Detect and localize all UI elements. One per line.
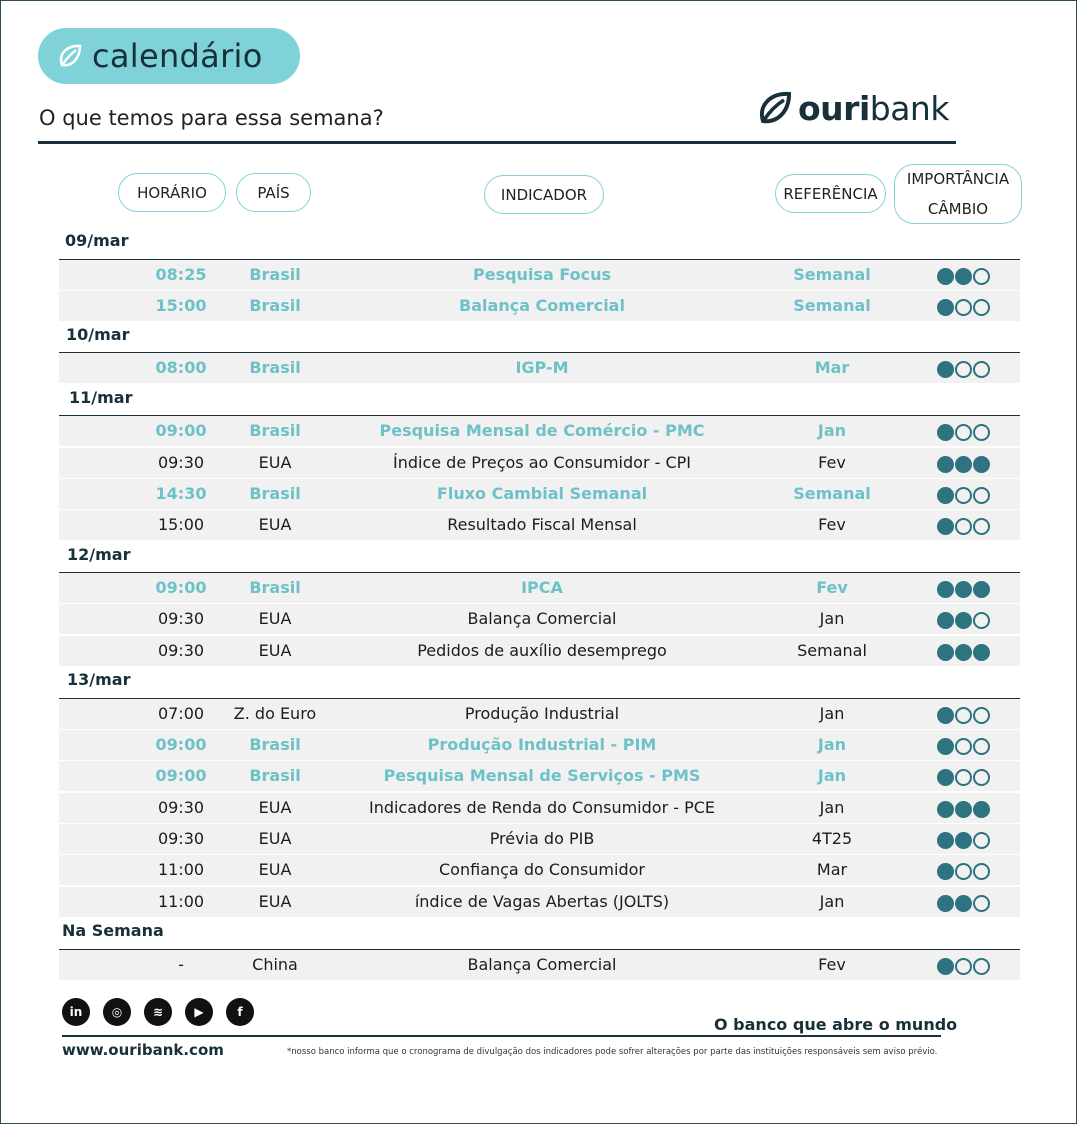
cell-reference: Mar <box>816 860 848 879</box>
importance-dot-filled <box>937 958 954 975</box>
importance-dot-empty <box>973 707 990 724</box>
cell-reference: Jan <box>819 892 845 911</box>
table-row <box>59 416 1020 446</box>
table-row <box>59 353 1020 383</box>
cell-reference: Jan <box>819 704 845 723</box>
cell-country: China <box>252 955 298 974</box>
table-row <box>59 291 1020 321</box>
cell-indicator: IPCA <box>521 578 563 597</box>
importance-dot-empty <box>955 738 972 755</box>
importance-dot-empty <box>973 958 990 975</box>
table-row <box>59 573 1020 603</box>
cell-indicator: Índice de Preços ao Consumidor - CPI <box>392 453 692 472</box>
importance-rating <box>937 895 991 911</box>
cell-country: EUA <box>258 609 292 628</box>
importance-rating <box>937 738 991 754</box>
importance-dot-filled <box>937 644 954 661</box>
column-header-indicator: INDICADOR <box>484 175 604 214</box>
importance-dot-filled <box>955 801 972 818</box>
importance-rating <box>937 769 991 785</box>
cell-indicator: Fluxo Cambial Semanal <box>436 484 648 503</box>
column-header-reference: REFERÊNCIA <box>775 174 886 213</box>
cell-indicator: Prévia do PIB <box>489 829 595 848</box>
youtube-icon[interactable]: ▶ <box>185 998 213 1026</box>
importance-dot-filled <box>937 581 954 598</box>
importance-dot-filled <box>937 268 954 285</box>
table-row <box>59 824 1020 854</box>
importance-rating <box>937 361 991 377</box>
cell-time: 08:00 <box>155 358 207 377</box>
header-divider <box>38 141 956 144</box>
importance-dot-filled <box>937 769 954 786</box>
cell-indicator: IGP-M <box>515 358 569 377</box>
cell-reference: Semanal <box>797 641 867 660</box>
section-date: Na Semana <box>62 921 164 940</box>
cell-country: Brasil <box>249 265 301 284</box>
importance-rating <box>937 424 991 440</box>
importance-dot-filled <box>955 456 972 473</box>
cell-reference: Mar <box>814 358 850 377</box>
importance-dot-filled <box>937 801 954 818</box>
cell-time: 08:25 <box>155 265 207 284</box>
importance-dot-filled <box>955 832 972 849</box>
table-row <box>59 950 1020 980</box>
cell-reference: Semanal <box>793 265 871 284</box>
spotify-icon[interactable]: ≋ <box>144 998 172 1026</box>
importance-dot-filled <box>937 738 954 755</box>
cell-country: EUA <box>258 829 292 848</box>
importance-dot-filled <box>937 832 954 849</box>
importance-dot-empty <box>973 832 990 849</box>
brand-name-light: bank <box>869 88 949 128</box>
facebook-icon[interactable]: f <box>226 998 254 1026</box>
column-header-country: PAÍS <box>236 173 311 212</box>
importance-dot-filled <box>937 456 954 473</box>
leaf-icon <box>54 41 84 71</box>
importance-dot-filled <box>973 801 990 818</box>
footer-divider <box>62 1035 941 1037</box>
importance-dot-empty <box>973 738 990 755</box>
table-row <box>59 479 1020 509</box>
importance-rating <box>937 801 991 817</box>
importance-dot-filled <box>937 612 954 629</box>
cell-reference: Jan <box>819 609 845 628</box>
importance-dot-filled <box>973 456 990 473</box>
table-row <box>59 604 1020 634</box>
importance-dot-filled <box>955 612 972 629</box>
importance-dot-filled <box>937 518 954 535</box>
cell-reference: Fev <box>818 453 846 472</box>
section-date: 10/mar <box>66 325 130 344</box>
cell-time: 11:00 <box>157 892 205 911</box>
importance-rating <box>937 707 991 723</box>
section-date: 12/mar <box>67 545 131 564</box>
table-row <box>59 793 1020 823</box>
importance-rating <box>937 644 991 660</box>
cell-reference: 4T25 <box>811 829 853 848</box>
column-header-time: HORÁRIO <box>118 173 226 212</box>
social-links <box>62 998 267 1026</box>
section-date: 13/mar <box>67 670 131 689</box>
importance-dot-empty <box>973 895 990 912</box>
importance-dot-empty <box>955 361 972 378</box>
cell-time: 09:30 <box>157 453 205 472</box>
importance-dot-filled <box>937 707 954 724</box>
importance-rating <box>937 299 991 315</box>
importance-dot-empty <box>973 424 990 441</box>
importance-dot-empty <box>973 518 990 535</box>
cell-time: 09:30 <box>157 829 205 848</box>
cell-reference: Jan <box>817 735 847 754</box>
cell-indicator: Produção Industrial - PIM <box>427 735 657 754</box>
importance-dot-filled <box>937 361 954 378</box>
table-row <box>59 260 1020 290</box>
importance-dot-filled <box>937 863 954 880</box>
importance-dot-filled <box>937 299 954 316</box>
importance-dot-empty <box>973 268 990 285</box>
cell-time: 09:30 <box>157 609 205 628</box>
brand-leaf-icon <box>756 88 794 128</box>
cell-reference: Semanal <box>793 484 871 503</box>
importance-rating <box>937 518 991 534</box>
cell-country: Brasil <box>249 484 301 503</box>
importance-rating <box>937 487 991 503</box>
cell-time: 15:00 <box>157 515 205 534</box>
importance-dot-empty <box>955 769 972 786</box>
cell-country: EUA <box>258 515 292 534</box>
cell-country: EUA <box>258 453 292 472</box>
cell-indicator: Pedidos de auxílio desemprego <box>417 641 667 660</box>
cell-country: Brasil <box>249 735 301 754</box>
importance-dot-empty <box>955 487 972 504</box>
cell-time: 09:00 <box>155 735 207 754</box>
cell-reference: Jan <box>817 766 847 785</box>
importance-dot-filled <box>937 895 954 912</box>
disclaimer: *nosso banco informa que o cronograma de divulgação dos indicadores pode sofrer alterações por parte das instituições responsáveis sem aviso prévio. <box>287 1047 938 1057</box>
importance-rating <box>937 581 991 597</box>
brand-name-bold: ouri <box>798 88 870 128</box>
cell-indicator: Resultado Fiscal Mensal <box>447 515 637 534</box>
section-date: 09/mar <box>65 231 129 250</box>
instagram-icon[interactable]: ◎ <box>103 998 131 1026</box>
cell-country: Brasil <box>249 578 301 597</box>
cell-country: Z. do Euro <box>233 704 317 723</box>
cell-time: 09:00 <box>155 421 207 440</box>
slogan: O banco que abre o mundo <box>714 1015 958 1034</box>
importance-dot-empty <box>955 707 972 724</box>
importance-dot-filled <box>937 424 954 441</box>
section-date: 11/mar <box>69 388 133 407</box>
importance-rating <box>937 958 991 974</box>
website-link[interactable]: www.ouribank.com <box>62 1041 224 1059</box>
importance-dot-empty <box>955 299 972 316</box>
importance-dot-filled <box>937 487 954 504</box>
importance-dot-empty <box>973 612 990 629</box>
importance-dot-empty <box>973 769 990 786</box>
linkedin-icon[interactable]: in <box>62 998 90 1026</box>
cell-indicator: Balança Comercial <box>467 955 617 974</box>
cell-reference: Jan <box>819 798 845 817</box>
cell-country: Brasil <box>249 421 301 440</box>
table-row <box>59 730 1020 760</box>
cell-time: 11:00 <box>157 860 205 879</box>
importance-dot-empty <box>955 518 972 535</box>
table-row <box>59 761 1020 791</box>
page-subtitle: O que temos para essa semana? <box>39 106 384 130</box>
importance-dot-filled <box>973 644 990 661</box>
importance-dot-filled <box>955 644 972 661</box>
title-pill <box>38 28 300 84</box>
importance-dot-empty <box>973 487 990 504</box>
cell-country: EUA <box>258 641 292 660</box>
cell-time: 09:00 <box>155 578 207 597</box>
cell-indicator: Pesquisa Mensal de Comércio - PMC <box>379 421 705 440</box>
cell-time: - <box>178 955 184 974</box>
importance-dot-filled <box>955 895 972 912</box>
table-row <box>59 887 1020 917</box>
cell-indicator: Indicadores de Renda do Consumidor - PCE <box>368 798 716 817</box>
table-row <box>59 855 1020 885</box>
cell-indicator: Balança Comercial <box>467 609 617 628</box>
importance-header-line1: IMPORTÂNCIA <box>906 170 1010 188</box>
importance-dot-empty <box>955 863 972 880</box>
cell-time: 09:30 <box>157 798 205 817</box>
importance-rating <box>937 832 991 848</box>
importance-dot-empty <box>973 361 990 378</box>
cell-country: EUA <box>258 798 292 817</box>
cell-indicator: índice de Vagas Abertas (JOLTS) <box>414 892 670 911</box>
importance-rating <box>937 456 991 472</box>
importance-header-line2: CÂMBIO <box>927 200 989 218</box>
table-row <box>59 510 1020 540</box>
cell-reference: Fev <box>818 515 846 534</box>
ouribank-logo <box>756 86 949 130</box>
cell-indicator: Produção Industrial <box>464 704 620 723</box>
importance-dot-empty <box>973 863 990 880</box>
page-title: calendário <box>92 37 263 75</box>
importance-dot-empty <box>973 299 990 316</box>
cell-time: 07:00 <box>157 704 205 723</box>
cell-country: Brasil <box>249 296 301 315</box>
importance-dot-empty <box>955 958 972 975</box>
importance-rating <box>937 612 991 628</box>
cell-country: EUA <box>258 860 292 879</box>
cell-reference: Fev <box>818 955 846 974</box>
cell-country: EUA <box>258 892 292 911</box>
importance-dot-filled <box>973 581 990 598</box>
importance-rating <box>937 268 991 284</box>
cell-indicator: Pesquisa Focus <box>473 265 611 284</box>
cell-indicator: Pesquisa Mensal de Serviços - PMS <box>383 766 701 785</box>
table-row <box>59 636 1020 666</box>
cell-time: 09:30 <box>157 641 205 660</box>
cell-indicator: Balança Comercial <box>459 296 625 315</box>
cell-reference: Fev <box>816 578 848 597</box>
importance-rating <box>937 863 991 879</box>
cell-reference: Jan <box>817 421 847 440</box>
importance-dot-filled <box>955 581 972 598</box>
table-row <box>59 699 1020 729</box>
cell-country: Brasil <box>249 766 301 785</box>
table-row <box>59 448 1020 478</box>
cell-time: 14:30 <box>155 484 207 503</box>
cell-country: Brasil <box>249 358 301 377</box>
importance-dot-empty <box>955 424 972 441</box>
importance-dot-filled <box>955 268 972 285</box>
cell-time: 15:00 <box>155 296 207 315</box>
cell-indicator: Confiança do Consumidor <box>439 860 645 879</box>
cell-reference: Semanal <box>793 296 871 315</box>
cell-time: 09:00 <box>155 766 207 785</box>
column-header-importance <box>894 164 1022 224</box>
